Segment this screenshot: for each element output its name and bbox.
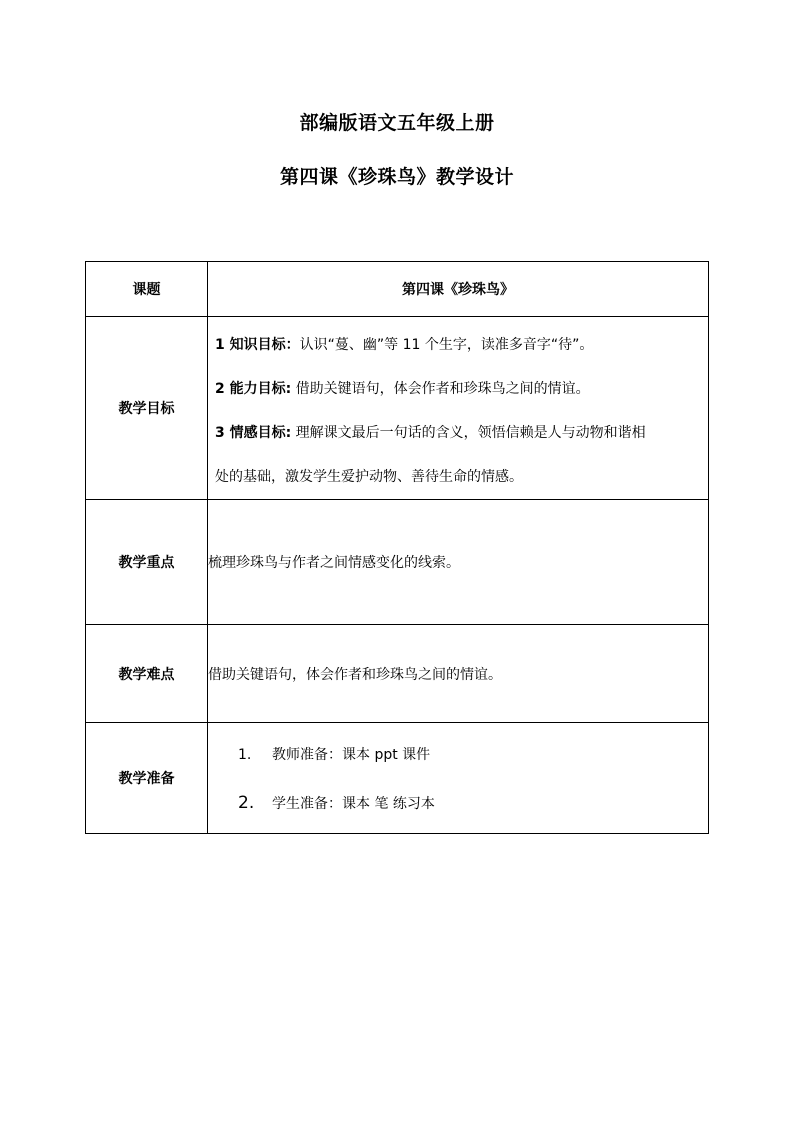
list-item xyxy=(238,778,708,828)
topic-value: 第四课《珍珠鸟》 xyxy=(208,262,709,317)
goals-cell xyxy=(208,317,709,500)
goal-ability-text: 借助关键语句，体会作者和珍珠鸟之间的情谊。 xyxy=(291,381,590,397)
topic-label: 课题 xyxy=(86,262,208,317)
preparation-cell xyxy=(208,723,709,834)
list-item-number: 2. xyxy=(238,793,255,813)
list-item-text: 教师准备：课本 ppt 课件 xyxy=(272,747,431,763)
goal-emotion-continuation: 处的基础，激发学生爱护动物、善待生命的情感。 xyxy=(215,469,523,485)
lesson-plan-table xyxy=(85,261,709,834)
table-row-preparation xyxy=(86,723,709,834)
table-row-difficulty xyxy=(86,625,709,723)
focus-text: 梳理珍珠鸟与作者之间情感变化的线索。 xyxy=(208,500,709,625)
goal-knowledge-head: 1 知识目标： xyxy=(215,337,300,353)
goal-emotion-head: 3 情感目标: xyxy=(215,425,292,441)
focus-label: 教学重点 xyxy=(86,500,208,625)
table-row-goals xyxy=(86,317,709,500)
document-title: 部编版语文五年级上册 xyxy=(299,112,495,134)
goal-ability-head: 2 能力目标: xyxy=(215,381,292,397)
goal-ability xyxy=(215,367,702,411)
goal-knowledge xyxy=(215,323,702,367)
list-item-number: 1. xyxy=(238,747,252,763)
list-item-text: 学生准备：课本 笔 练习本 xyxy=(272,796,435,812)
goal-emotion xyxy=(215,411,702,455)
document-subtitle: 第四课《珍珠鸟》教学设计 xyxy=(279,166,514,188)
goals-label: 教学目标 xyxy=(86,317,208,500)
list-item xyxy=(238,732,708,778)
table-row-topic xyxy=(86,262,709,317)
goal-emotion-text: 理解课文最后一句话的含义，领悟信赖是人与动物和谐相 xyxy=(291,425,646,441)
table-row-focus xyxy=(86,500,709,625)
difficulty-label: 教学难点 xyxy=(86,625,208,723)
difficulty-text: 借助关键语句，体会作者和珍珠鸟之间的情谊。 xyxy=(208,625,709,723)
preparation-list xyxy=(208,728,708,828)
goal-knowledge-text: 认识“蔓、幽”等 11 个生字，读准多音字“待”。 xyxy=(299,337,594,353)
preparation-label: 教学准备 xyxy=(86,723,208,834)
